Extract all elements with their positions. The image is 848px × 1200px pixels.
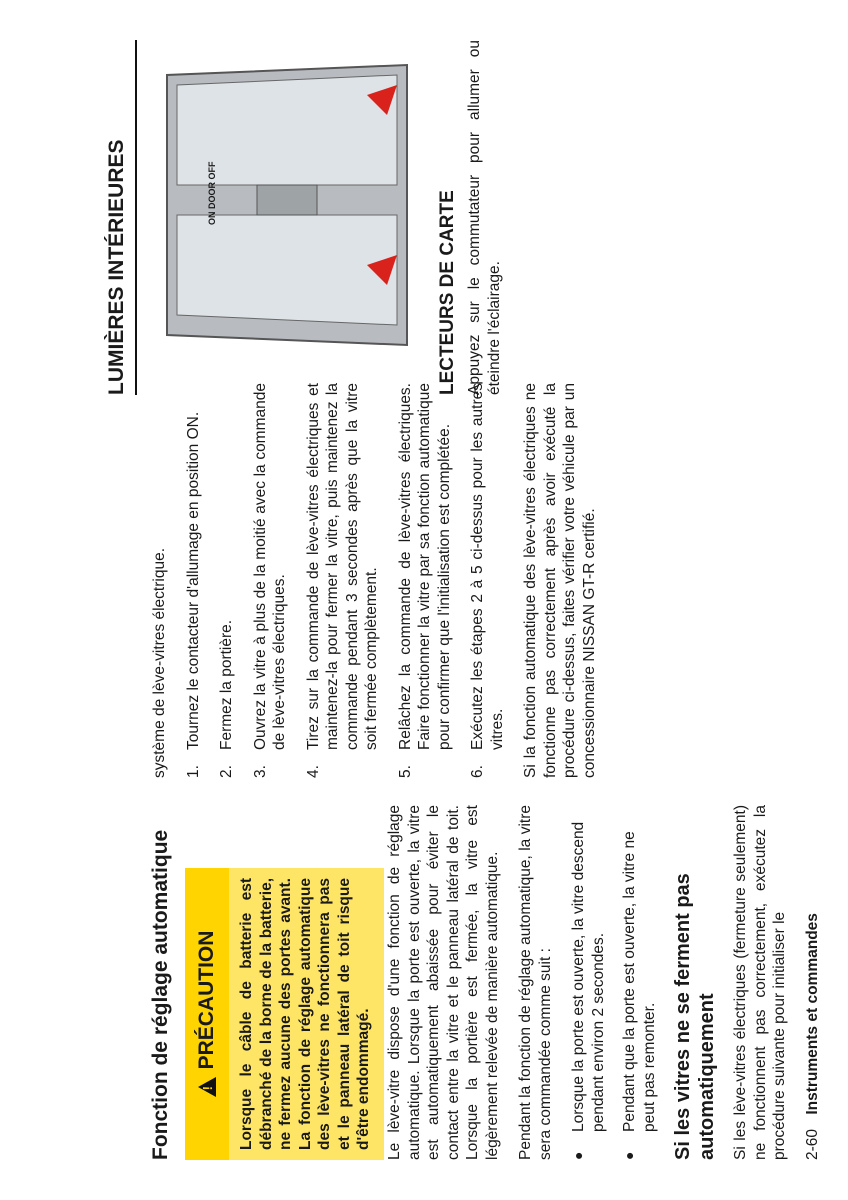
list-item: 3. Ouvrez la vitre à plus de la moitié avec la commande de lève-vitres électriques.: [251, 383, 288, 778]
paragraph-auto-adjust: Le lève-vitre dispose d'une fonction de réglage automatique. Lorsque la porte est ouverte, la vitre est automatiquement abaissée pour éviter le contact entre la vitre et le panneau latéral de toit. Lorsque la portière est fermée, la vitre est légèrement relevée de manière automatique.: [386, 805, 501, 1160]
bullet-icon: ●: [570, 1151, 586, 1160]
list-item: 6. Exécutez les étapes 2 à 5 ci-dessus pour les autres vitres.: [469, 383, 506, 778]
caution-text: Lorsque le câble de batterie est débranché de la borne de la batterie, ne fermez aucune des portes avant. La fonction de réglage automatique des lève-vitres ne fonctionnera pas et le panneau latéral de toit risque d'être endommagé.: [238, 878, 372, 1150]
list-item: 5. Relâchez la commande de lève-vitres électriques. Faire fonctionner la vitre par sa fonction automatique pour confirmer que l'initialisation est complétée.: [396, 383, 453, 778]
heading-map-lights: LECTEURS DE CARTE: [437, 190, 458, 395]
paragraph-auto-adjust-2: Pendant la fonction de réglage automatique, la vitre sera commandée comme suit :: [517, 805, 554, 1160]
column-1-body: [385, 805, 822, 1160]
caution-title: PRÉCAUTION: [195, 930, 218, 1070]
section-title-interior-lights: LUMIÈRES INTÉRIEURES: [105, 40, 137, 395]
list-item: ● Lorsque la porte est ouverte, la vitre descend pendant environ 2 secondes.: [570, 821, 607, 1160]
caution-header: [185, 868, 229, 1160]
page-number: 2-60: [803, 1128, 821, 1160]
chapter-title: Instruments et commandes: [803, 913, 821, 1115]
map-light-illustration: [147, 55, 427, 355]
bullet-icon: ●: [621, 1151, 637, 1160]
paragraph-init-intro: Si les lève-vitres électriques (fermeture seulement) ne fonctionnent pas correctement, exécutez la procédure suivante pour initialiser le: [732, 805, 788, 1160]
list-item: ● Pendant que la porte est ouverte, la vitre ne peut pas remonter.: [621, 831, 658, 1160]
caution-box: [185, 868, 384, 1160]
switch-label: ON DOOR OFF: [207, 161, 217, 225]
section-heading-auto-adjust: Fonction de réglage automatique: [149, 829, 172, 1160]
page-footer: [804, 805, 822, 1160]
heading-windows-not-closing: Si les vitres ne se ferment pas automatiquement: [672, 873, 718, 1160]
list-item: 2. Fermez la portière.: [218, 619, 235, 778]
warning-triangle-icon: !: [198, 1077, 216, 1097]
column-2: [140, 383, 598, 778]
list-item: 4. Tirez sur la commande de lève-vitres électriques et maintenez-la pour fermer la vitre, puis maintenez la commande pendant 3 secondes après que la vitre soit fermée complètement.: [304, 383, 380, 778]
paragraph-dealer: Si la fonction automatique des lève-vitres électriques ne fonctionne pas correctement après avoir exécuté la procédure ci-dessus, faites vérifier votre véhicule par un concessionnaire NISSAN GT-R certifié.: [522, 383, 598, 778]
paragraph-map-lights: Appuyez sur le commutateur pour allumer ou éteindre l'éclairage.: [466, 40, 503, 395]
figure-map-lights: [147, 55, 427, 355]
paragraph-intro: système de lève-vitres électrique.: [151, 547, 168, 778]
column-3: [105, 40, 525, 395]
list-item: 1. Tournez le contacteur d'allumage en position ON.: [184, 411, 202, 778]
